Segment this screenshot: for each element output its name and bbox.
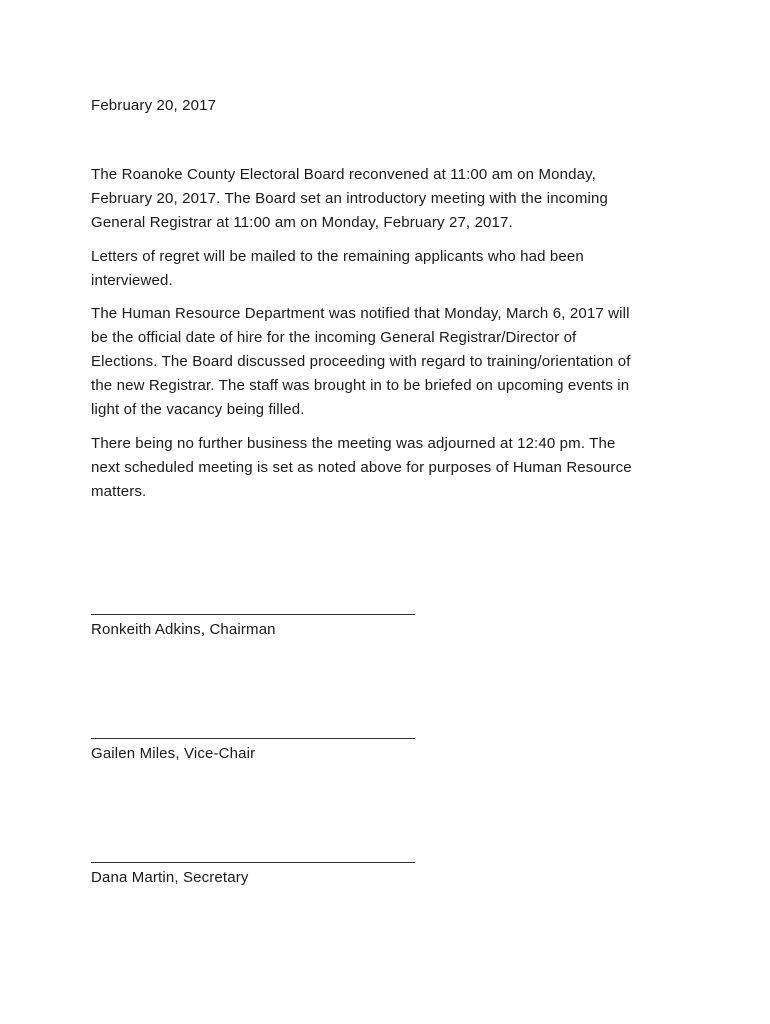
signature-block-vice-chair [91,738,421,765]
paragraph-line: General Registrar at 11:00 am on Monday, February 27, 2017. [91,214,513,231]
paragraph-line: There being no further business the meeting was adjourned at 12:40 pm. The [91,435,616,452]
paragraph-human-resource [91,302,681,422]
paragraph-line: February 20, 2017. The Board set an introductory meeting with the incoming [91,190,608,207]
paragraph-line: next scheduled meeting is set as noted above for purposes of Human Resource [91,459,632,476]
paragraph-reconvened [91,163,681,235]
paragraph-line: interviewed. [91,272,173,289]
signature-block-chairman [91,614,421,641]
signature-line [91,614,415,615]
paragraph-line: matters. [91,483,147,500]
signature-block-secretary [91,862,421,889]
paragraph-line: The Roanoke County Electoral Board reconvened at 11:00 am on Monday, [91,166,596,183]
paragraph-line: light of the vacancy being filled. [91,401,305,418]
paragraph-line: the new Registrar. The staff was brought in to be briefed on upcoming events in [91,377,630,394]
paragraph-letters-of-regret [91,245,681,293]
signature-line [91,862,415,863]
signatory-name: Dana Martin, Secretary [91,869,249,886]
signatory-name: Ronkeith Adkins, Chairman [91,621,276,638]
paragraph-line: The Human Resource Department was notified that Monday, March 6, 2017 will [91,305,630,322]
paragraph-line: be the official date of hire for the incoming General Registrar/Director of [91,329,577,346]
paragraph-adjourned [91,432,681,504]
paragraph-line: Letters of regret will be mailed to the remaining applicants who had been [91,248,584,265]
paragraph-line: Elections. The Board discussed proceeding with regard to training/orientation of [91,353,631,370]
signatory-name: Gailen Miles, Vice-Chair [91,745,256,762]
signature-line [91,738,415,739]
document-date: February 20, 2017 [91,97,217,114]
